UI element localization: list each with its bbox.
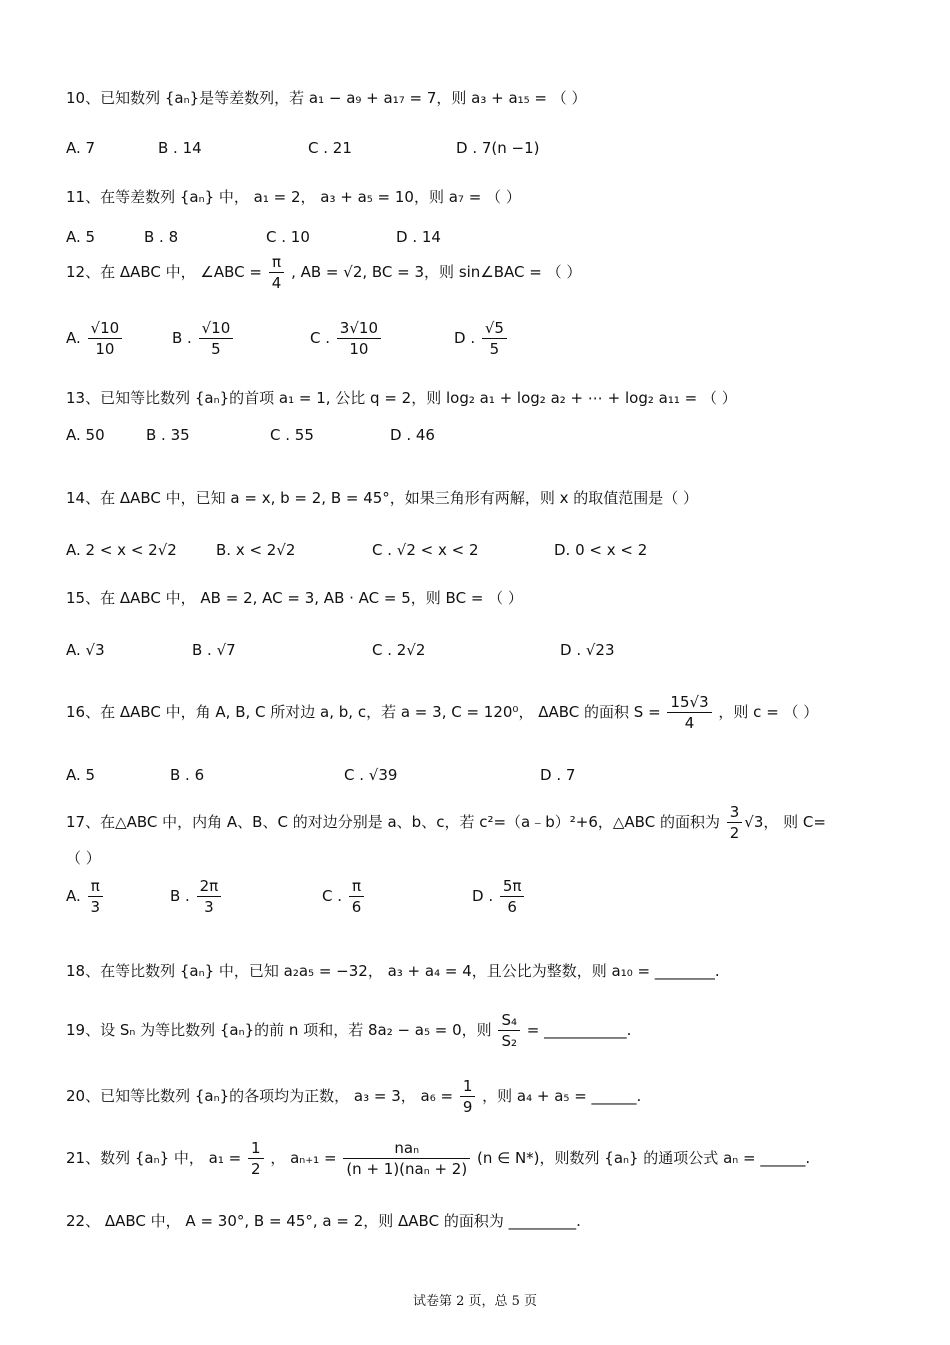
option-a: A. 7 <box>66 139 96 157</box>
option-b: B . 8 <box>144 228 179 246</box>
option-d: D . $\frac{5\pi}{6}$ <box>472 874 526 918</box>
question-21: 21、数列 {aₙ} 中， a₁ = $\frac{1}{2}$ ， aₙ₊₁ = $\frac{\text{naₙ}}{\text{(n + 1)(naₙ + 2)}}$ (n ∈ N*)，则数列 {aₙ} 的通项公式 aₙ = ______. <box>66 1139 811 1178</box>
option-c: C . $\frac{\pi}{6}$ <box>322 874 366 918</box>
option-d: D . $\frac{√5}{5}$ <box>454 316 509 360</box>
option-b: B . 6 <box>170 766 205 784</box>
option-a: A. $\frac{\pi}{3}$ <box>66 874 105 918</box>
option-d: D . 7(n −1) <box>456 139 540 157</box>
option-c: C . √2 < x < 2 <box>372 541 479 559</box>
fraction: $\frac{\pi}{4}$ <box>269 252 285 293</box>
option-d: D . 46 <box>390 426 435 444</box>
question-18: 18、在等比数列 {aₙ} 中，已知 a₂a₅ = −32， a₃ + a₄ = 4，且公比为整数，则 a₁₀ = ________. <box>66 962 720 980</box>
option-c: C . 21 <box>308 139 352 157</box>
option-a: A. 50 <box>66 426 105 444</box>
fraction: $\frac{1}{9}$ <box>460 1076 476 1117</box>
option-a: A. 2 < x < 2√2 <box>66 541 177 559</box>
fraction: $\frac{\text{naₙ}}{\text{(n + 1)(naₙ + 2)}}$ <box>343 1138 470 1179</box>
question-10: 10、已知数列 {aₙ}是等差数列，若 a₁ − a₉ + a₁₇ = 7，则 a₃ + a₁₅ = （ ） <box>66 89 587 107</box>
question-14: 14、在 ΔABC 中，已知 a = x, b = 2, B = 45°，如果三角形有两解，则 x 的取值范围是（ ） <box>66 489 698 507</box>
question-17-options <box>66 874 626 918</box>
question-20: 20、已知等比数列 {aₙ}的各项均为正数， a₃ = 3， a₆ = $\frac{1}{9}$ ，则 a₄ + a₅ = ______. <box>66 1077 642 1116</box>
page-footer: 试卷第 2 页，总 5 页 <box>412 1294 538 1309</box>
question-19: 19、设 Sₙ 为等比数列 {aₙ}的前 n 项和，若 8a₂ − a₅ = 0，则 $\frac{\text{S₄}}{\text{S₂}}$ = ___________. <box>66 1011 632 1050</box>
question-22: 22、 ΔABC 中， A = 30°, B = 45°, a = 2，则 ΔABC 的面积为 _________. <box>66 1212 581 1230</box>
option-b: B . 35 <box>146 426 190 444</box>
option-b: B . $\frac{2\pi}{3}$ <box>170 874 223 918</box>
option-d: D. 0 < x < 2 <box>554 541 648 559</box>
fraction: $\frac{\text{S₄}}{\text{S₂}}$ <box>498 1010 520 1051</box>
option-a: A. 5 <box>66 228 96 246</box>
option-a: A. 5 <box>66 766 96 784</box>
option-b: B . $\frac{√10}{5}$ <box>172 316 235 360</box>
option-c: C . 55 <box>270 426 314 444</box>
option-b: B . 14 <box>158 139 202 157</box>
option-c: C . 10 <box>266 228 310 246</box>
question-15: 15、在 ΔABC 中， AB = 2, AC = 3, AB · AC = 5，则 BC = （ ） <box>66 589 523 607</box>
fraction: $\frac{15√3}{4}$ <box>667 692 711 733</box>
question-16: 16、在 ΔABC 中，角 A, B, C 所对边 a, b, c，若 a = 3, C = 120⁰， ΔABC 的面积 S = $\frac{15√3}{4}$ ，则 c = （ ） <box>66 693 819 732</box>
question-11: 11、在等差数列 {aₙ} 中， a₁ = 2， a₃ + a₅ = 10，则 a₇ = （ ） <box>66 188 521 206</box>
option-c: C . √39 <box>344 766 398 784</box>
question-13: 13、已知等比数列 {aₙ}的首项 a₁ = 1, 公比 q = 2，则 log₂ a₁ + log₂ a₂ + ⋯ + log₂ a₁₁ = （ ） <box>66 389 737 407</box>
question-17: 17、在△ABC 中，内角 A、B、C 的对边分别是 a、b、c，若 c²=（a﹣b）²+6，△ABC 的面积为 $\frac{3}{2}$ √3， 则 C= <box>66 803 826 842</box>
option-c: C . 2√2 <box>372 641 426 659</box>
option-c: C . $\frac{3√10}{10}$ <box>310 316 383 360</box>
question-12-options <box>66 316 626 360</box>
option-b: B . √7 <box>192 641 236 659</box>
option-a: A. √3 <box>66 641 105 659</box>
option-d: D . 14 <box>396 228 441 246</box>
option-d: D . √23 <box>560 641 615 659</box>
option-a: A. $\frac{√10}{10}$ <box>66 316 124 360</box>
question-12: 12、在 ΔABC 中， ∠ABC = $\frac{\pi}{4}$ , AB = √2, BC = 3，则 sin∠BAC = （ ） <box>66 253 582 292</box>
option-d: D . 7 <box>540 766 576 784</box>
fraction: $\frac{3}{2}$ <box>727 802 743 843</box>
fraction: $\frac{1}{2}$ <box>248 1138 264 1179</box>
question-17-answer-paren: （ ） <box>66 849 101 867</box>
option-b: B. x < 2√2 <box>216 541 296 559</box>
